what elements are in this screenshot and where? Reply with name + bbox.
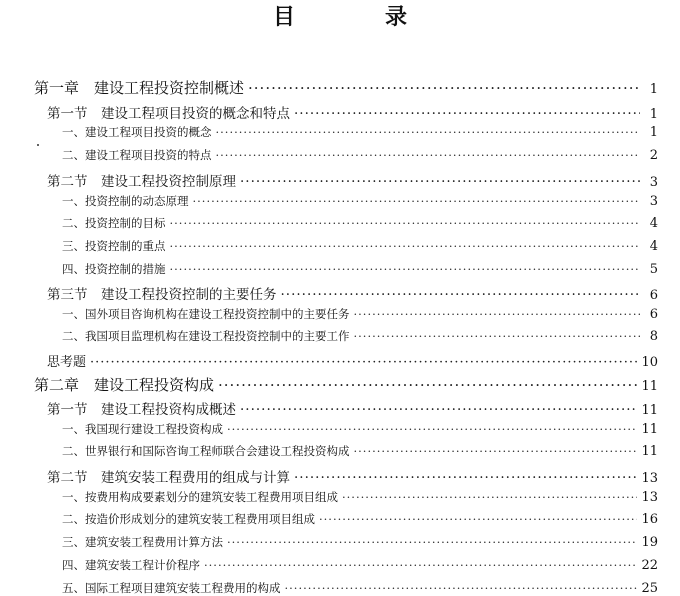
toc-entry[interactable] xyxy=(0,124,680,140)
toc-entry[interactable] xyxy=(0,215,680,231)
toc-entry-page: 2 xyxy=(649,148,658,163)
toc-entry-page: 6 xyxy=(649,307,658,322)
toc-leader-dots xyxy=(216,125,641,139)
toc-entry[interactable] xyxy=(0,170,680,190)
toc-entry-page: 13 xyxy=(641,471,658,486)
toc-leader-dots xyxy=(342,490,637,504)
toc-entry[interactable] xyxy=(0,489,680,505)
toc-entry-page: 4 xyxy=(649,239,658,254)
toc-entry-page: 1 xyxy=(649,125,658,140)
toc-entry-page: 6 xyxy=(649,288,658,303)
toc-entry-label: 第二节 建筑安装工程费用的组成与计算 xyxy=(47,470,290,486)
toc-entry[interactable] xyxy=(0,328,680,344)
toc-entry[interactable] xyxy=(0,398,680,418)
toc-entry-page: 13 xyxy=(641,490,658,505)
toc-entry[interactable] xyxy=(0,534,680,550)
toc-leader-dots xyxy=(204,558,637,572)
toc-leader-dots xyxy=(281,287,641,303)
toc-entry[interactable] xyxy=(0,421,680,437)
toc-entry-label: 第一节 建设工程投资构成概述 xyxy=(47,402,236,418)
page-title: 目 录 xyxy=(272,5,441,30)
toc-entry-label: 二、按造价形成划分的建筑安装工程费用项目组成 xyxy=(62,512,315,526)
toc-entry-page: 16 xyxy=(641,512,658,527)
toc-entry-page: 1 xyxy=(649,82,658,97)
toc-entry-page: 11 xyxy=(641,379,658,394)
toc-entry-label: 二、世界银行和国际咨询工程师联合会建设工程投资构成 xyxy=(62,444,350,458)
toc-entry[interactable] xyxy=(0,261,680,277)
toc-entry-page: 11 xyxy=(641,444,658,459)
toc-leader-dots xyxy=(218,376,637,394)
toc-entry-page: 25 xyxy=(641,581,658,596)
toc-entry-page: 11 xyxy=(641,422,658,437)
toc-entry-page: 3 xyxy=(649,194,658,209)
toc-leader-dots xyxy=(248,79,640,97)
toc-entry[interactable] xyxy=(0,147,680,163)
toc-leader-dots xyxy=(294,470,637,486)
toc-entry-page: 3 xyxy=(649,175,658,190)
toc-entry-page: 8 xyxy=(649,329,658,344)
toc-entry[interactable] xyxy=(0,466,680,486)
toc-leader-dots xyxy=(285,581,638,595)
toc-entry-label: 三、建筑安装工程费用计算方法 xyxy=(62,535,223,549)
toc-entry[interactable] xyxy=(0,193,680,209)
toc-entry-label: 第三节 建设工程投资控制的主要任务 xyxy=(47,287,277,303)
toc-entry-label: 二、投资控制的目标 xyxy=(62,216,166,230)
toc-entry-page: 10 xyxy=(641,355,658,370)
toc-leader-dots xyxy=(354,307,641,321)
toc-entry-label: 第一节 建设工程项目投资的概念和特点 xyxy=(47,106,290,122)
toc-entry[interactable] xyxy=(0,283,680,303)
toc-leader-dots xyxy=(354,444,638,458)
toc-entry-page: 22 xyxy=(641,558,658,573)
toc-entry-label: 第二节 建设工程投资控制原理 xyxy=(47,174,236,190)
toc-entry-page: 5 xyxy=(649,262,658,277)
toc-leader-dots xyxy=(170,239,641,253)
toc-entry-label: 思考题 xyxy=(47,355,87,370)
toc-leader-dots xyxy=(193,194,641,208)
toc-leader-dots xyxy=(319,512,637,526)
toc-entry-label: 三、投资控制的重点 xyxy=(62,239,166,253)
toc-entry-label: 第二章 建设工程投资构成 xyxy=(34,376,215,394)
toc-entry-label: 四、投资控制的措施 xyxy=(62,262,166,276)
toc-entry-page: 1 xyxy=(649,107,658,122)
toc-entry[interactable] xyxy=(0,557,680,573)
toc-entry-label: 五、国际工程项目建筑安装工程费用的构成 xyxy=(62,581,281,595)
toc-leader-dots xyxy=(227,535,637,549)
toc-entry[interactable] xyxy=(0,374,680,395)
toc-leader-dots xyxy=(294,106,640,122)
toc-entry-label: 一、建设工程项目投资的概念 xyxy=(62,125,212,139)
toc-entry[interactable] xyxy=(0,77,680,98)
toc-leader-dots xyxy=(227,422,637,436)
toc-entry-label: 一、我国现行建设工程投资构成 xyxy=(62,422,223,436)
toc-entry-label: 二、我国项目监理机构在建设工程投资控制中的主要工作 xyxy=(62,329,350,343)
toc-leader-dots xyxy=(240,402,637,418)
toc-entry-label: 四、建筑安装工程计价程序 xyxy=(62,558,200,572)
toc-entry[interactable] xyxy=(0,238,680,254)
toc-leader-dots xyxy=(240,174,640,190)
toc-entry-label: 一、按费用构成要素划分的建筑安装工程费用项目组成 xyxy=(62,490,338,504)
toc-leader-dots xyxy=(216,148,641,162)
toc-entry-page: 11 xyxy=(641,403,658,418)
toc-entry[interactable] xyxy=(0,351,680,370)
toc-entry-label: 第一章 建设工程投资控制概述 xyxy=(34,79,245,97)
toc-entry-label: 一、投资控制的动态原理 xyxy=(62,194,189,208)
toc-entry[interactable] xyxy=(0,102,680,122)
toc-entry-label: 二、建设工程项目投资的特点 xyxy=(62,148,212,162)
toc-entry[interactable] xyxy=(0,580,680,596)
toc-entry-page: 4 xyxy=(649,216,658,231)
toc-entry[interactable] xyxy=(0,306,680,322)
toc-leader-dots xyxy=(354,329,641,343)
toc-leader-dots xyxy=(170,262,641,276)
toc-leader-dots xyxy=(170,216,641,230)
toc-entry-label: 一、国外项目咨询机构在建设工程投资控制中的主要任务 xyxy=(62,307,350,321)
toc-leader-dots xyxy=(90,355,637,370)
toc-entry-page: 19 xyxy=(641,535,658,550)
toc-entry[interactable] xyxy=(0,443,680,459)
toc-entry[interactable] xyxy=(0,511,680,527)
